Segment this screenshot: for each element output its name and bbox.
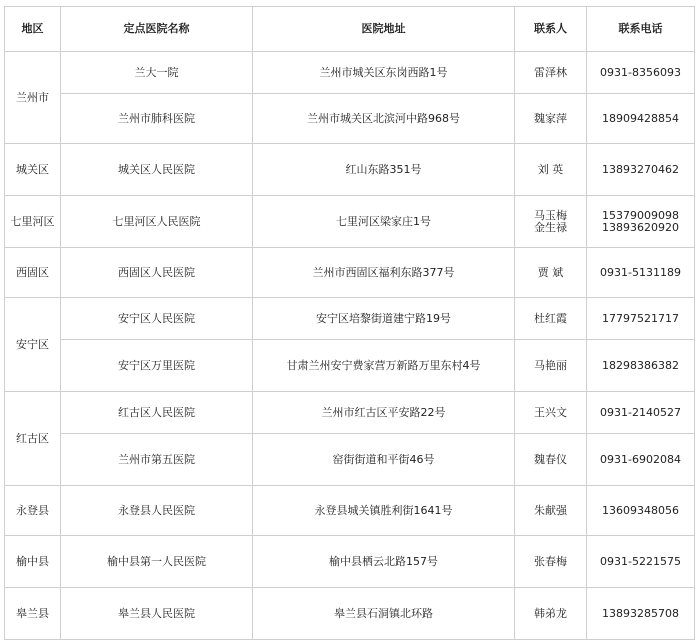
contact-cell (515, 94, 587, 144)
region-cell: 七里河区 (5, 196, 61, 248)
address-cell: 七里河区梁家庄1号 (253, 196, 515, 248)
hospital-table (4, 6, 695, 640)
table-row (5, 196, 695, 248)
address-cell: 兰州市西固区福利东路377号 (253, 248, 515, 298)
address-cell: 永登县城关镇胜利街1641号 (253, 486, 515, 536)
contact-cell (515, 434, 587, 486)
table-row (5, 536, 695, 588)
region-cell: 安宁区 (5, 298, 61, 392)
contact-cell (515, 144, 587, 196)
phone-cell (587, 588, 695, 640)
contact-text: 金生禄 (534, 220, 567, 234)
contact-cell (515, 536, 587, 588)
phone-text: 13893285708 (602, 606, 679, 620)
contact-cell (515, 392, 587, 434)
header-contact: 联系人 (515, 7, 587, 52)
table-row (5, 588, 695, 640)
region-cell: 皋兰县 (5, 588, 61, 640)
phone-text: 13893620920 (602, 220, 679, 234)
phone-text: 0931-5131189 (600, 265, 681, 279)
phone-text: 18298386382 (602, 358, 679, 372)
address-cell: 窑街街道和平街46号 (253, 434, 515, 486)
table-row (5, 486, 695, 536)
contact-cell (515, 588, 587, 640)
table-row (5, 340, 695, 392)
address-cell: 兰州市城关区北滨河中路968号 (253, 94, 515, 144)
address-cell: 榆中县栖云北路157号 (253, 536, 515, 588)
phone-cell (587, 196, 695, 248)
hospital-name-cell: 安宁区万里医院 (61, 340, 253, 392)
region-cell: 城关区 (5, 144, 61, 196)
hospital-name-cell: 安宁区人民医院 (61, 298, 253, 340)
address-cell: 皋兰县石洞镇北环路 (253, 588, 515, 640)
hospital-name-cell: 兰大一院 (61, 52, 253, 94)
phone-cell (587, 298, 695, 340)
header-row (5, 7, 695, 52)
region-cell: 红古区 (5, 392, 61, 486)
hospital-name-cell: 皋兰县人民医院 (61, 588, 253, 640)
phone-text: 15379009098 (602, 208, 679, 222)
hospital-name-cell: 红古区人民医院 (61, 392, 253, 434)
phone-cell (587, 434, 695, 486)
contact-cell (515, 486, 587, 536)
contact-text: 雷泽林 (534, 65, 567, 79)
hospital-name-cell: 永登县人民医院 (61, 486, 253, 536)
phone-text: 18909428854 (602, 111, 679, 125)
phone-cell (587, 392, 695, 434)
table-body (5, 52, 695, 640)
hospital-name-cell: 城关区人民医院 (61, 144, 253, 196)
phone-cell (587, 486, 695, 536)
phone-cell (587, 536, 695, 588)
contact-cell (515, 340, 587, 392)
contact-text: 马玉梅 (534, 208, 567, 222)
phone-text: 0931-8356093 (600, 65, 681, 79)
contact-text: 韩弟龙 (534, 606, 567, 620)
contact-text: 魏春仪 (534, 452, 567, 466)
table-row (5, 392, 695, 434)
address-cell: 兰州市红古区平安路22号 (253, 392, 515, 434)
phone-cell (587, 94, 695, 144)
phone-cell (587, 248, 695, 298)
contact-cell (515, 196, 587, 248)
contact-text: 张春梅 (534, 554, 567, 568)
table-row (5, 144, 695, 196)
contact-text: 杜红霞 (534, 311, 567, 325)
address-cell: 甘肃兰州安宁费家营万新路万里东村4号 (253, 340, 515, 392)
table-row (5, 94, 695, 144)
table-row (5, 434, 695, 486)
contact-cell (515, 248, 587, 298)
header-address: 医院地址 (253, 7, 515, 52)
phone-cell (587, 340, 695, 392)
header-hospital-name: 定点医院名称 (61, 7, 253, 52)
table-row (5, 298, 695, 340)
address-cell: 兰州市城关区东岗西路1号 (253, 52, 515, 94)
hospital-name-cell: 兰州市第五医院 (61, 434, 253, 486)
region-cell: 兰州市 (5, 52, 61, 144)
phone-cell (587, 52, 695, 94)
contact-text: 贾 斌 (537, 265, 564, 279)
region-cell: 永登县 (5, 486, 61, 536)
region-cell: 榆中县 (5, 536, 61, 588)
address-cell: 红山东路351号 (253, 144, 515, 196)
hospital-name-cell: 榆中县第一人民医院 (61, 536, 253, 588)
header-phone: 联系电话 (587, 7, 695, 52)
table-row (5, 52, 695, 94)
contact-text: 马艳丽 (534, 358, 567, 372)
table-row (5, 248, 695, 298)
phone-text: 13609348056 (602, 503, 679, 517)
hospital-name-cell: 兰州市肺科医院 (61, 94, 253, 144)
contact-text: 魏家萍 (534, 111, 567, 125)
contact-cell (515, 298, 587, 340)
contact-cell (515, 52, 587, 94)
contact-text: 王兴文 (534, 405, 567, 419)
address-cell: 安宁区培黎街道建宁路19号 (253, 298, 515, 340)
phone-cell (587, 144, 695, 196)
header-region: 地区 (5, 7, 61, 52)
phone-text: 0931-6902084 (600, 452, 681, 466)
contact-text: 朱献强 (534, 503, 567, 517)
contact-text: 刘 英 (537, 162, 564, 176)
hospital-name-cell: 七里河区人民医院 (61, 196, 253, 248)
phone-text: 13893270462 (602, 162, 679, 176)
hospital-name-cell: 西固区人民医院 (61, 248, 253, 298)
phone-text: 0931-2140527 (600, 405, 681, 419)
phone-text: 17797521717 (602, 311, 679, 325)
region-cell: 西固区 (5, 248, 61, 298)
phone-text: 0931-5221575 (600, 554, 681, 568)
